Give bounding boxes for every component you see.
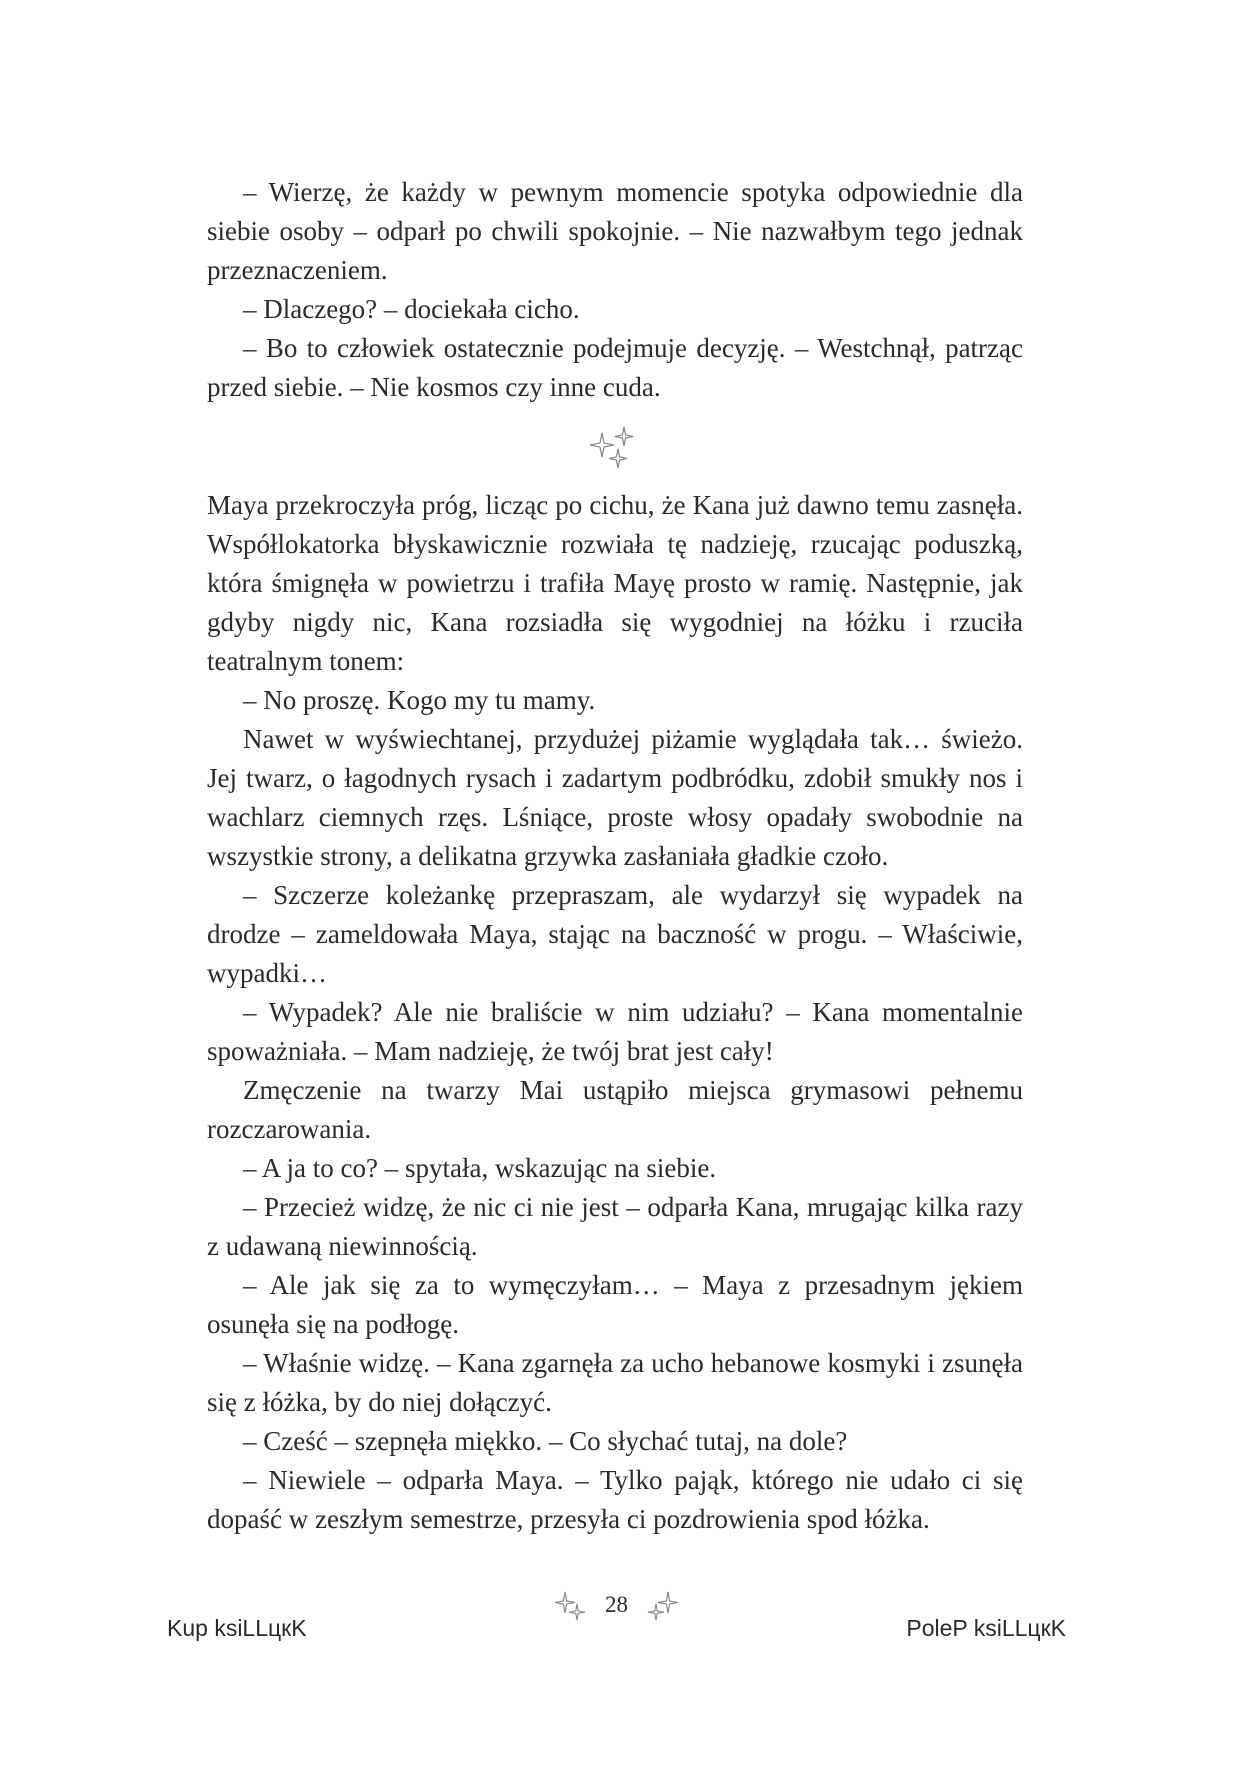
paragraph: – A ja to co? – spytała, wskazując na siebie. — [243, 1153, 717, 1183]
text-section-2 — [207, 486, 1023, 1539]
paragraph: Maya przekroczyła próg, licząc po cichu, że Kana już dawno temu zasnęła. Współlokatorka błyskawicznie rozwiała tę nadzieję, rzucając poduszką, która śmignęła w powietrzu i trafiła Mayę prosto w ramię. Następnie, jak gdyby nigdy nic, Kana rozsiadła się wygodniej na łóżku i rzuciła teatralnym tonem: — [207, 490, 1023, 676]
paragraph: – No proszę. Kogo my tu mamy. — [243, 685, 596, 715]
paragraph: – Bo to człowiek ostatecznie podejmuje decyzję. – Westchnął, patrząc przed siebie. – Nie kosmos czy inne cuda. — [207, 333, 1023, 402]
paragraph: – Niewiele – odparła Maya. – Tylko pająk, którego nie udało ci się dopaść w zeszłym semestrze, przesyła ci pozdrowienia spod łóżka. — [207, 1465, 1023, 1534]
paragraph: – Przecież widzę, że nic ci nie jest – odparła Kana, mrugając kilka razy z udawaną niewinnością. — [207, 1192, 1023, 1261]
paragraph: – Właśnie widzę. – Kana zgarnęła za ucho hebanowe kosmyki i zsunęła się z łóżka, by do niej dołączyć. — [207, 1348, 1023, 1417]
paragraph: – Dlaczego? – dociekała cicho. — [243, 294, 580, 324]
recommend-book-link[interactable]: PoleP ksiLLцкK — [906, 1615, 1066, 1641]
sparkle-stars-icon — [588, 425, 640, 473]
page-number: 28 — [605, 1592, 628, 1617]
sparkle-left-icon — [555, 1588, 587, 1622]
paragraph: Nawet w wyświechtanej, przydużej piżamie wyglądała tak… świeżo. Jej twarz, o łagodnych rysach i zadartym podbródku, zdobił smukły nos i wachlarz ciemnych rzęs. Lśniące, proste włosy opadały swobodnie na wszystkie strony, a delikatna grzywka zasłaniała gładkie czoło. — [207, 724, 1023, 871]
paragraph: – Wypadek? Ale nie braliście w nim udziału? – Kana momentalnie spoważniała. – Mam nadzieję, że twój brat jest cały! — [207, 997, 1023, 1066]
paragraph: – Ale jak się za to wymęczyłam… – Maya z przesadnym jękiem osunęła się na podłogę. — [207, 1270, 1023, 1339]
paragraph: Zmęczenie na twarzy Mai ustąpiło miejsca grymasowi pełnemu rozczarowania. — [207, 1075, 1023, 1144]
paragraph: – Cześć – szepnęła miękko. – Co słychać tutaj, na dole? — [243, 1426, 848, 1456]
paragraph: – Szczerze koleżankę przepraszam, ale wydarzył się wypadek na drodze – zameldowała Maya, stając na baczność w progu. – Właściwie, wypadki… — [207, 880, 1023, 988]
buy-book-link[interactable]: Kup ksiLLцкK — [167, 1615, 307, 1641]
text-section-1 — [207, 173, 1023, 407]
sparkle-right-icon — [646, 1588, 678, 1622]
paragraph: – Wierzę, że każdy w pewnym momencie spotyka odpowiednie dla siebie osoby – odparł po chwili spokojnie. – Nie nazwałbym tego jednak przeznaczeniem. — [207, 177, 1023, 285]
